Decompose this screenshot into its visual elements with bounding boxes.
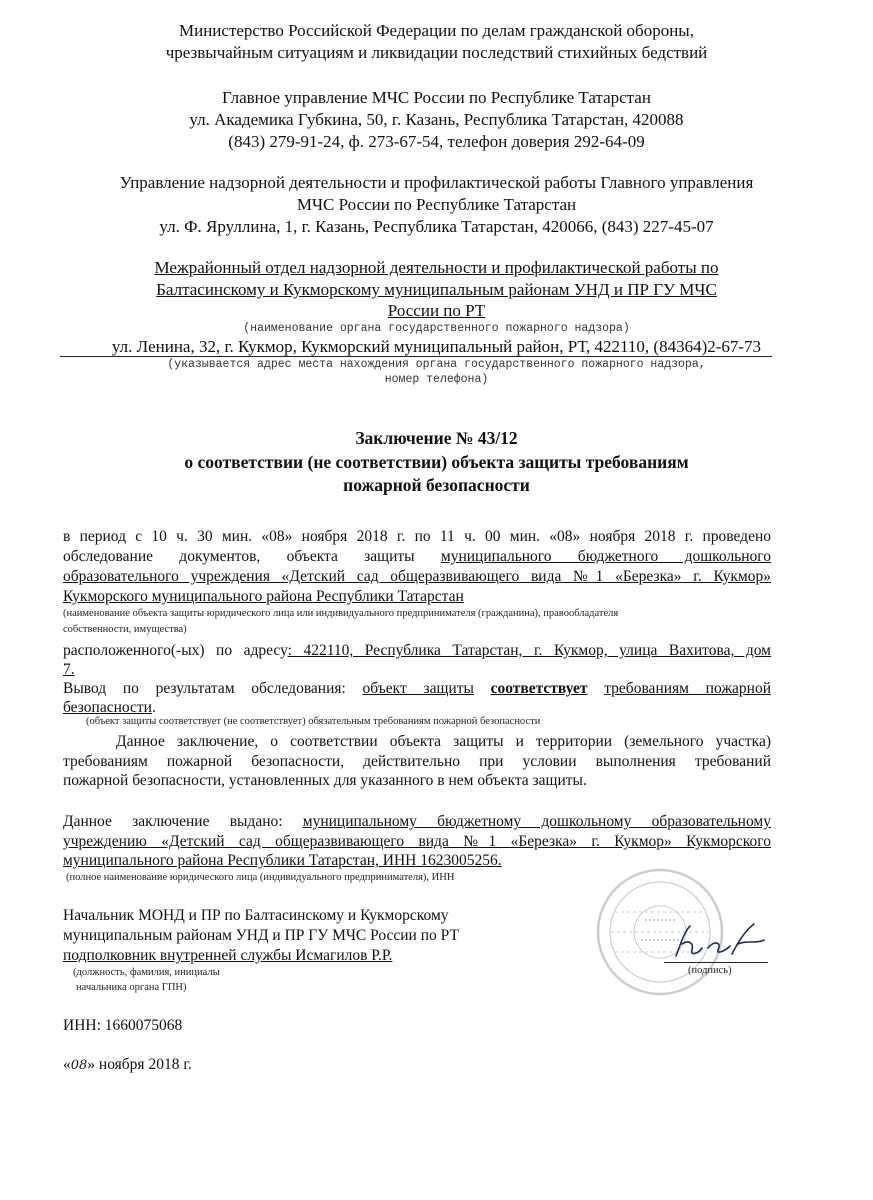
validity-line-1: Данное заключение, о соответствии объекта защиты и территории (земельного участка) [116, 733, 771, 750]
object-name-part-1: муниципального бюджетного дошкольного [440, 548, 772, 565]
directorate-name: Главное управление МЧС России по Республике Татарстан [222, 88, 651, 107]
signatory-inn: ИНН: 1660075068 [63, 1017, 183, 1034]
ministry-line-1: Министерство Российской Федерации по делам гражданской обороны, [179, 21, 694, 40]
address-underline [60, 356, 772, 357]
issued-part-1: муниципальному бюджетному дошкольному образовательному [302, 813, 771, 830]
conclusion-caption: (объект защиты соответствует (не соответствует) обязательным требованиям пожарной безопасности [86, 716, 541, 727]
department-caption: (наименование органа государственного пожарного надзора) [243, 322, 630, 335]
conclusion-prefix: Вывод по результатам обследования: [63, 680, 346, 697]
signature-caption: (подпись) [688, 965, 732, 976]
supervision-line-1: Управление надзорной деятельности и профилактической работы Главного управления [119, 173, 754, 192]
conclusion-line [63, 679, 771, 698]
object-line-1 [63, 547, 771, 566]
inspection-prefix: обследование документов, объекта защиты [63, 548, 415, 565]
conclusion-number: Заключение № 43/12 [355, 428, 518, 448]
signatory-line-2: муниципальным районам УНД и ПР ГУ МЧС России по РТ [63, 927, 459, 944]
title-line-3: пожарной безопасности [343, 475, 530, 495]
supervision-address: ул. Ф. Яруллина, 1, г. Казань, Республика Татарстан, 420066, (843) 227-45-07 [159, 217, 714, 236]
date-open-quote: « [63, 1056, 71, 1073]
department-line-1: Межрайонный отдел надзорной деятельности и профилактической работы по [154, 258, 719, 277]
issued-caption: (полное наименование юридического лица (индивидуального предпринимателя), ИНН [66, 872, 455, 883]
conclusion-line-2: безопасности. [63, 699, 156, 716]
date-day-handwritten: 08 [70, 1058, 88, 1073]
validity-line-3: пожарной безопасности, установленных для указанного в нем объекта защиты. [63, 772, 587, 789]
department-line-2: Балтасинскому и Кукморскому муниципальным районам УНД и ПР ГУ МЧС [156, 280, 717, 299]
issued-prefix: Данное заключение выдано: [63, 813, 283, 830]
date-rest: » ноября 2018 г. [87, 1056, 192, 1073]
directorate-address: ул. Академика Губкина, 50, г. Казань, Республика Татарстан, 420088 [189, 110, 684, 129]
object-name-part-3: Кукморского муниципального района Республики Татарстан [63, 588, 464, 605]
inspection-period: в период с 10 ч. 30 мин. «08» ноября 2018 г. по 11 ч. 00 мин. «08» ноября 2018 г. проведено [63, 528, 771, 545]
department-line-3: России по РТ [387, 301, 486, 320]
ministry-line-2: чрезвычайным ситуациям и ликвидации последствий стихийных бедствий [165, 43, 708, 62]
object-caption-2: собственности, имущества) [63, 624, 187, 635]
conclusion-post: требованиям пожарной [604, 680, 771, 697]
address-caption-1: (указывается адрес места нахождения органа государственного пожарного надзора, [167, 358, 706, 371]
issued-part-3: муниципального района Республики Татарстан, ИНН 1623005256. [63, 852, 502, 869]
conclusion-pre: объект защиты [362, 680, 474, 697]
validity-line-2: требованиям пожарной безопасности, действительно при условии выполнения требований [63, 753, 771, 770]
signatory-caption-2: начальника органа ГПН) [76, 982, 187, 993]
title-line-2: о соответствии (не соответствии) объекта защиты требованиям [184, 452, 689, 472]
conclusion-line-2-text: безопасности [63, 699, 152, 716]
signatory-line-3: подполковник внутренней службы Исмагилов Р.Р. [63, 947, 393, 964]
signatory-line-1: Начальник МОНД и ПР по Балтасинскому и Кукморскому [63, 907, 449, 924]
issue-date [63, 1055, 192, 1075]
address-value-2: 7. [63, 661, 75, 678]
issued-part-2: учреждению «Детский сад общеразвивающего вида №1 «Березка» г. Кукмор» Кукморского [63, 833, 771, 850]
directorate-phones: (843) 279-91-24, ф. 273-67-54, телефон доверия 292-64-09 [228, 132, 645, 151]
address-line [63, 641, 771, 660]
signatory-caption-1: (должность, фамилия, инициалы [73, 967, 220, 978]
department-address: ул. Ленина, 32, г. Кукмор, Кукморский муниципальный район, РТ, 422110, (84364)2-67-73 [111, 337, 762, 356]
signature-line [664, 962, 768, 963]
address-value-1: : 422110, Республика Татарстан, г. Кукмор, улица Вахитова, дом [287, 642, 771, 659]
address-caption-2: номер телефона) [384, 373, 489, 386]
supervision-line-2: МЧС России по Республике Татарстан [296, 195, 577, 214]
issued-line-1 [63, 812, 771, 831]
object-caption-1: (наименование объекта защиты юридического лица или индивидуального предпринимателя (гражданина), правообладателя [63, 608, 619, 619]
signature-icon [668, 918, 768, 964]
address-prefix: расположенного(-ых) по адресу [63, 642, 288, 659]
object-name-part-2: образовательного учреждения «Детский сад общеразвивающего вида №1 «Березка» г. Кукмор» [63, 568, 771, 585]
conclusion-keyword: соответствует [490, 680, 588, 697]
